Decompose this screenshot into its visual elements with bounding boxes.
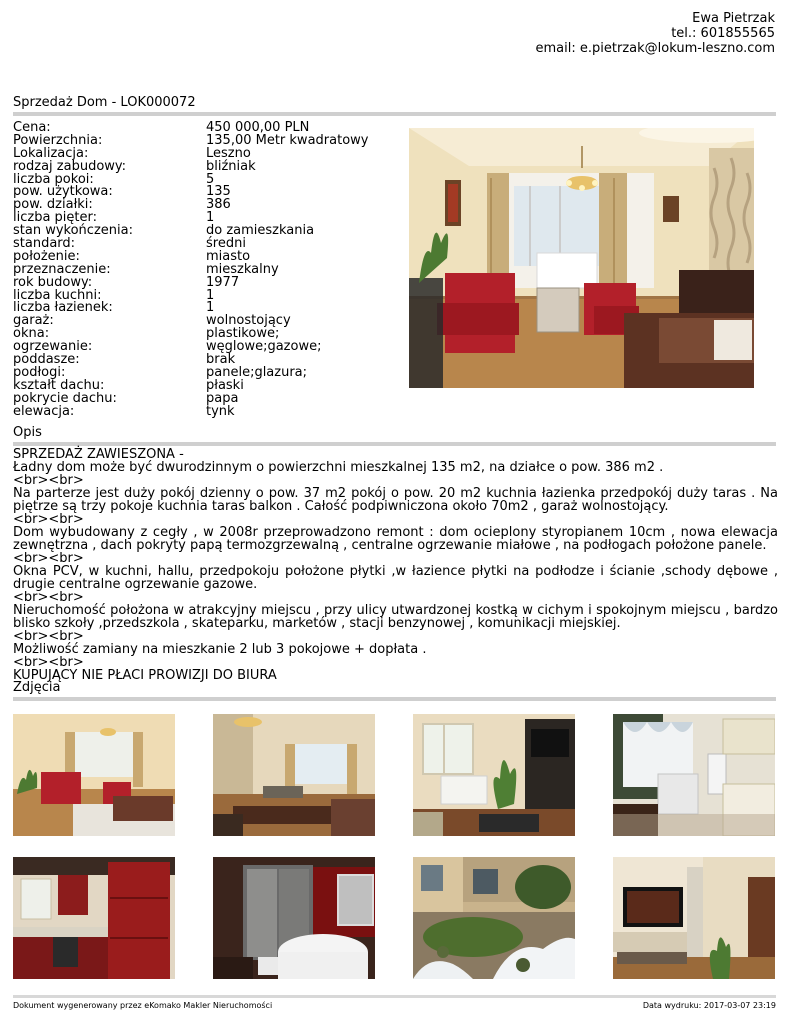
detail-value: średni (206, 236, 246, 252)
photo-thumbnail-garden[interactable] (413, 857, 575, 979)
footer-print-date: Data wydruku: 2017-03-07 23:19 (642, 1001, 776, 1010)
photo-thumbnail-living-room[interactable] (13, 714, 175, 836)
detail-label: kształt dachu: (13, 377, 105, 393)
detail-value: węglowe;gazowe; (206, 339, 322, 355)
detail-label: Lokalizacja: (13, 145, 89, 161)
description-paragraph: <br><br> (13, 512, 84, 527)
property-details (13, 122, 368, 418)
description-paragraph: Na parterze jest duży pokój dzienny o pow. 37 m2 pokój o pow. 20 m2 kuchnia łazienka przedpokój duży taras . Na piętrze są trzy pokoje kuchnia taras balkon . Całość podpiwniczona około 70m2 , garaż wolnostojący. (13, 486, 778, 514)
description-paragraph: SPRZEDAŻ ZAWIESZONA - (13, 447, 184, 462)
detail-value: 1 (206, 287, 215, 303)
detail-label: liczba łazienek: (13, 300, 113, 316)
detail-value: papa (206, 390, 239, 406)
detail-value: mieszkalny (206, 261, 279, 277)
detail-value: 5 (206, 171, 215, 187)
detail-label: poddasze: (13, 352, 80, 368)
detail-value: 450 000,00 PLN (206, 120, 310, 135)
photo-thumbnail-red-kitchen[interactable] (13, 857, 175, 979)
detail-label: okna: (13, 326, 50, 342)
description-paragraph: <br><br> (13, 590, 84, 605)
detail-value: do zamieszkania (206, 223, 315, 239)
detail-value: wolnostojący (206, 313, 291, 329)
detail-label: rok budowy: (13, 274, 93, 290)
detail-row (13, 403, 368, 419)
detail-label: liczba kuchni: (13, 287, 102, 303)
listing-title: Sprzedaż Dom - LOK000072 (13, 95, 196, 110)
photo-thumbnail-bathroom[interactable] (213, 857, 375, 979)
detail-label: Powierzchnia: (13, 132, 103, 148)
detail-value: bliźniak (206, 158, 256, 174)
description-paragraph: Okna PCV, w kuchni, hallu, przedpokoju położone płytki ,w łazience płytki na podłodze i ścianie ,schody dębowe , drugie centralne ogrzewanie gazowe. (13, 564, 778, 592)
description-text (13, 448, 778, 682)
title-divider (13, 112, 776, 116)
detail-value: tynk (206, 403, 235, 419)
detail-label: elewacja: (13, 403, 75, 419)
detail-label: podłogi: (13, 364, 66, 380)
detail-label: liczba pięter: (13, 210, 97, 226)
agent-contact (536, 11, 775, 56)
detail-label: rodzaj zabudowy: (13, 158, 127, 174)
detail-label: standard: (13, 236, 76, 252)
detail-label: ogrzewanie: (13, 339, 93, 355)
photo-thumbnail-kitchen[interactable] (613, 714, 775, 836)
detail-value: 1 (206, 300, 215, 316)
detail-value: plastikowe; (206, 326, 280, 342)
detail-label: stan wykończenia: (13, 223, 133, 239)
agent-phone: tel.: 601855565 (671, 26, 775, 41)
detail-label: garaż: (13, 313, 54, 329)
description-paragraph: KUPUJĄCY NIE PŁACI PROWIZJI DO BIURA (13, 668, 277, 683)
detail-value: 1977 (206, 274, 240, 290)
detail-label: pokrycie dachu: (13, 390, 117, 406)
detail-value: 1 (206, 210, 215, 226)
description-paragraph: <br><br> (13, 655, 84, 670)
photo-thumbnail-room-with-plant[interactable] (413, 714, 575, 836)
photos-divider (13, 697, 776, 701)
detail-value: miasto (206, 248, 251, 264)
detail-value: brak (206, 352, 236, 368)
footer-generated-note: Dokument wygenerowany przez eKomako Makler Nieruchomości (13, 1001, 273, 1010)
description-paragraph: <br><br> (13, 629, 84, 644)
main-photo-living-room (409, 128, 754, 388)
detail-label: pow. działki: (13, 197, 93, 213)
detail-value: 386 (206, 197, 231, 213)
detail-label: położenie: (13, 248, 80, 264)
footer-divider (13, 995, 776, 998)
description-paragraph: <br><br> (13, 473, 84, 488)
description-paragraph: Nieruchomość położona w atrakcyjny miejscu , przy ulicy utwardzonej kostką w cichym i spokojnym miejscu , bardzo blisko szkoły ,przedszkola , skateparku, marketów , stacji benzynowej , komunikacji miejskiej. (13, 603, 778, 631)
description-paragraph: <br><br> (13, 551, 84, 566)
description-heading: Opis (13, 425, 42, 440)
detail-value: panele;glazura; (206, 364, 308, 380)
description-paragraph: Możliwość zamiany na mieszkanie 2 lub 3 pokojowe + dopłata . (13, 642, 427, 657)
agent-name: Ewa Pietrzak (692, 11, 775, 26)
detail-value: płaski (206, 377, 244, 393)
description-paragraph: Dom wybudowany z cegły , w 2008r przeprowadzono remont : dom ocieplony styropianem 10cm , nowa elewacja zewnętrzna , dach pokryty papą termozgrzewalną , centralne ogrzewanie miałowe , na podłogach położone panele. (13, 525, 778, 553)
detail-row (13, 354, 368, 367)
photo-thumbnail-dining-room[interactable] (213, 714, 375, 836)
detail-row (13, 302, 368, 315)
detail-label: Cena: (13, 120, 51, 135)
detail-value: 135,00 Metr kwadratowy (206, 132, 369, 148)
detail-label: pow. użytkowa: (13, 184, 113, 200)
description-divider (13, 442, 776, 446)
description-paragraph: Ładny dom może być dwurodzinnym o powierzchni mieszkalnej 135 m2, na działce o pow. 386 m2 . (13, 460, 664, 475)
detail-row (13, 315, 368, 328)
photos-heading: Zdjęcia (13, 680, 61, 695)
photo-thumbnail-tv-wall[interactable] (613, 857, 775, 979)
detail-value: 135 (206, 184, 231, 200)
detail-label: liczba pokoi: (13, 171, 94, 187)
detail-value: Leszno (206, 145, 251, 161)
detail-label: przeznaczenie: (13, 261, 111, 277)
agent-email: email: e.pietrzak@lokum-leszno.com (535, 41, 775, 56)
